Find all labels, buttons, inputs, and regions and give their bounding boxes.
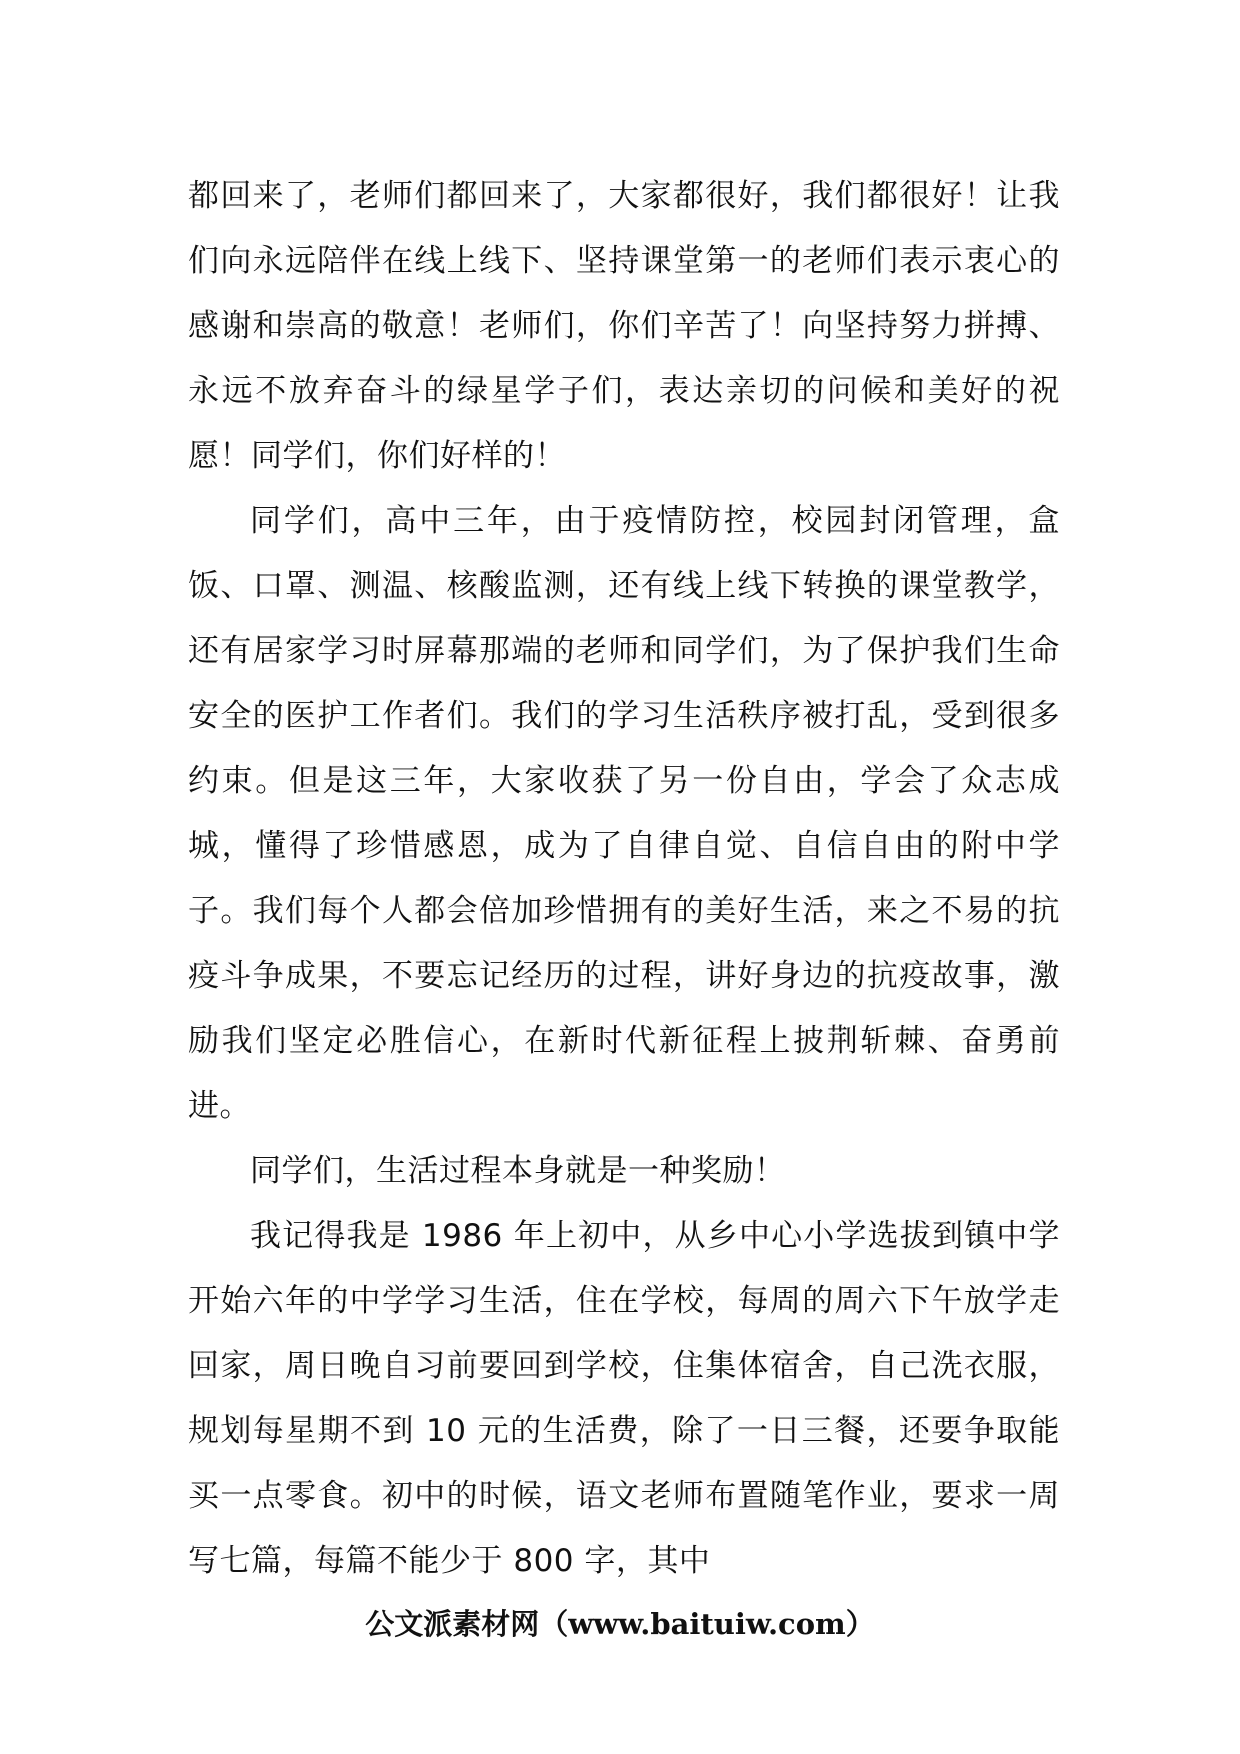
document-body: [188, 164, 1060, 1594]
footer-watermark: 公文派素材网（www.baituiw.com）: [365, 1607, 875, 1641]
paragraph-1: 都回来了，老师们都回来了，大家都很好，我们都很好！让我们向永远陪伴在线上线下、坚持课堂第一的老师们表示衷心的感谢和崇高的敬意！老师们，你们辛苦了！向坚持努力拼搏、永远不放弃奋斗的绿星学子们，表达亲切的问候和美好的祝愿！同学们，你们好样的！: [188, 178, 1060, 474]
paragraph-3: 同学们，生活过程本身就是一种奖励！: [250, 1153, 786, 1189]
paragraph-2: 同学们，高中三年，由于疫情防控，校园封闭管理，盒饭、口罩、测温、核酸监测，还有线上线下转换的课堂教学，还有居家学习时屏幕那端的老师和同学们，为了保护我们生命安全的医护工作者们。我们的学习生活秩序被打乱，受到很多约束。但是这三年，大家收获了另一份自由，学会了众志成城，懂得了珍惜感恩，成为了自律自觉、自信自由的附中学子。我们每个人都会倍加珍惜拥有的美好生活，来之不易的抗疫斗争成果，不要忘记经历的过程，讲好身边的抗疫故事，激励我们坚定必胜信心，在新时代新征程上披荆斩棘、奋勇前进。: [188, 503, 1060, 1124]
paragraph-4: 我记得我是 1986 年上初中，从乡中心小学选拔到镇中学开始六年的中学学习生活，住在学校，每周的周六下午放学走回家，周日晚自习前要回到学校，住集体宿舍，自己洗衣服，规划每星期不到 10 元的生活费，除了一日三餐，还要争取能买一点零食。初中的时候，语文老师布置随笔作业，要求一周写七篇，每篇不能少于 800 字，其中: [188, 1218, 1060, 1579]
